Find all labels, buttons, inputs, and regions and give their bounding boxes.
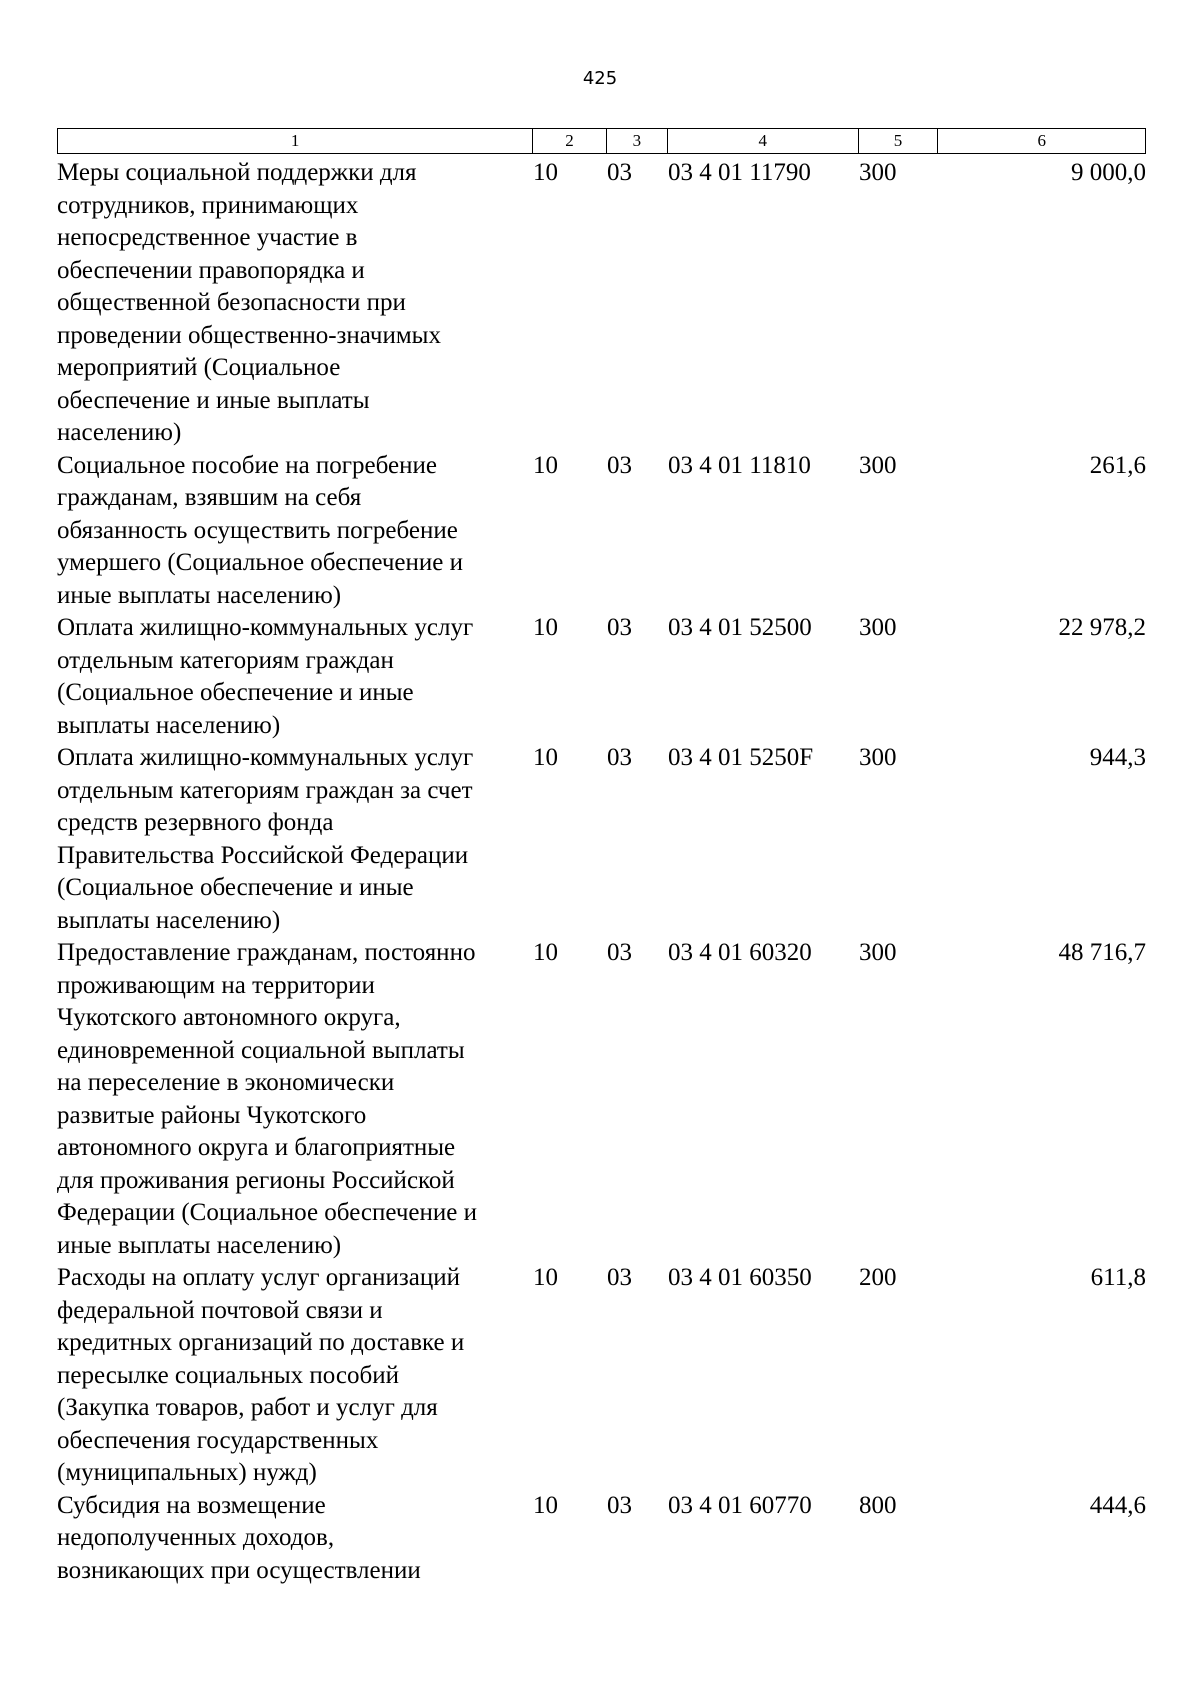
- row-target-code: 03 4 01 60350: [668, 1264, 812, 1291]
- table-header-row: [57, 128, 1146, 154]
- row-subsection: 03: [607, 614, 632, 641]
- row-amount: 944,3: [1089, 744, 1146, 771]
- header-cell-3: 3: [607, 129, 668, 153]
- table-row: [57, 1490, 1146, 1588]
- row-subsection: 03: [607, 1491, 632, 1519]
- header-cell-6: 6: [1037, 131, 1046, 150]
- row-amount: 611,8: [1090, 1264, 1146, 1291]
- row-target-code: 03 4 01 11790: [668, 159, 811, 186]
- table-body: [57, 157, 1146, 1587]
- row-expense-type: 300: [859, 939, 897, 966]
- row-section: 10: [533, 159, 558, 186]
- row-description: Оплата жилищно-коммунальных услуг отдельным категориям граждан (Социальное обеспечение и иные выплаты населению): [57, 614, 474, 739]
- row-target-code: 03 4 01 60320: [668, 939, 812, 966]
- row-expense-type: 300: [859, 614, 897, 641]
- row-description: Меры социальной поддержки для сотрудников, принимающих непосредственное участие в обеспечении правопорядка и общественной безопасности при проведении общественно-значимых мероприятий (Социальное обеспечение и иные выплаты населению): [57, 159, 441, 446]
- row-expense-type: 200: [859, 1264, 897, 1291]
- row-amount: 261,6: [1089, 451, 1146, 479]
- table-row: [57, 937, 1146, 1262]
- row-section: 10: [533, 1491, 558, 1519]
- row-section: 10: [533, 451, 558, 479]
- header-cell-4: 4: [668, 129, 859, 153]
- row-subsection: 03: [607, 744, 632, 771]
- row-description: Предоставление гражданам, постоянно проживающим на территории Чукотского автономного округа, единовременной социальной выплаты на переселение в экономически развитые районы Чукотского автономного округа и благоприятные для проживания регионы Российской Федерации (Социальное обеспечение и иные выплаты населению): [57, 939, 478, 1259]
- row-section: 10: [533, 939, 558, 966]
- page-number: 425: [582, 68, 618, 89]
- row-target-code: 03 4 01 5250F: [668, 744, 814, 771]
- row-expense-type: 300: [859, 159, 897, 186]
- row-subsection: 03: [607, 159, 632, 186]
- header-cell-5: 5: [859, 129, 939, 153]
- row-subsection: 03: [607, 1264, 632, 1291]
- row-section: 10: [533, 1264, 558, 1291]
- row-amount: 9 000,0: [1071, 159, 1146, 186]
- row-description: Оплата жилищно-коммунальных услуг отдельным категориям граждан за счет средств резервного фонда Правительства Российской Федерации (Социальное обеспечение и иные выплаты населению): [57, 744, 474, 934]
- row-amount: 48 716,7: [1058, 939, 1146, 966]
- table-row: [57, 157, 1146, 450]
- row-amount: 22 978,2: [1058, 614, 1146, 641]
- table-row: [57, 742, 1146, 937]
- header-cell-1: 1: [58, 129, 533, 153]
- row-section: 10: [533, 614, 558, 641]
- table-row: [57, 612, 1146, 742]
- row-section: 10: [533, 744, 558, 771]
- row-amount: 444,6: [1089, 1491, 1146, 1519]
- row-target-code: 03 4 01 11810: [668, 451, 811, 479]
- row-description: Субсидия на возмещение недополученных доходов, возникающих при осуществлении: [57, 1491, 421, 1584]
- row-target-code: 03 4 01 60770: [668, 1491, 812, 1519]
- row-description: Социальное пособие на погребение гражданам, взявшим на себя обязанность осуществить погребение умершего (Социальное обеспечение и иные выплаты населению): [57, 451, 464, 609]
- row-expense-type: 300: [859, 744, 897, 771]
- table-row: [57, 450, 1146, 613]
- row-expense-type: 300: [859, 451, 897, 479]
- header-cell-2: 2: [533, 129, 607, 153]
- row-expense-type: 800: [859, 1491, 897, 1519]
- table-row: [57, 1262, 1146, 1490]
- row-subsection: 03: [607, 451, 632, 479]
- row-description: Расходы на оплату услуг организаций федеральной почтовой связи и кредитных организаций по доставке и пересылке социальных пособий (Закупка товаров, работ и услуг для обеспечения государственных (муниципальных) нужд): [57, 1264, 465, 1486]
- row-target-code: 03 4 01 52500: [668, 614, 812, 641]
- row-subsection: 03: [607, 939, 632, 966]
